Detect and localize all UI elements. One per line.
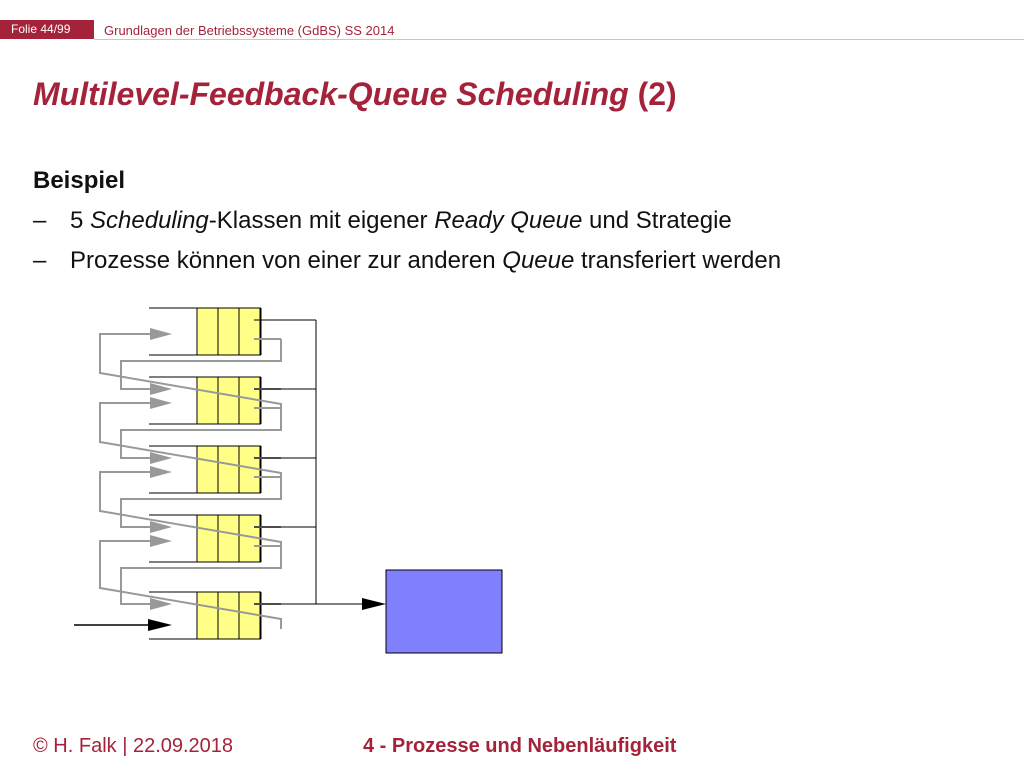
- slide-title-suffix: (2): [637, 76, 677, 112]
- promotion-feedback-arrow: [150, 466, 172, 478]
- queue-slots: [197, 592, 260, 639]
- bullet-text-segment: 5: [70, 207, 91, 234]
- content-heading: Beispiel: [33, 167, 126, 194]
- bullet-text-segment: Ready Queue: [434, 207, 583, 234]
- slide-number-badge: Folie 44/99: [0, 20, 94, 39]
- footer-author-date: © H. Falk | 22.09.2018: [33, 735, 234, 757]
- bullet-dash: –: [33, 207, 47, 234]
- footer-chapter: 4 - Prozesse und Nebenläufigkeit: [363, 735, 677, 757]
- bullet-dash: –: [33, 247, 47, 274]
- promotion-feedback-arrow: [150, 328, 172, 340]
- course-title: Grundlagen der Betriebssysteme (GdBS) SS 2014: [104, 23, 395, 38]
- queue-slots: [197, 308, 260, 355]
- bullet-text-segment: Scheduling: [90, 207, 209, 234]
- cpu-block: [386, 570, 502, 653]
- queue-slots: [197, 377, 260, 424]
- promotion-feedback-arrow: [150, 397, 172, 409]
- bullet-text-segment: Queue: [502, 247, 575, 274]
- bullet-text-segment: Prozesse können von einer zur anderen: [70, 247, 503, 274]
- queue-slots: [197, 446, 260, 493]
- slide-title-main: Multilevel-Feedback-Queue Scheduling: [33, 76, 629, 112]
- cpu-input-arrow: [362, 598, 386, 610]
- bullet-text-segment: transferiert werden: [574, 247, 782, 274]
- new-process-arrow: [148, 619, 172, 631]
- queue-slots: [197, 515, 260, 562]
- promotion-feedback-arrow: [150, 535, 172, 547]
- bullet-text-segment: -Klassen mit eigener: [208, 207, 435, 234]
- bullet-text-segment: und Strategie: [582, 207, 732, 234]
